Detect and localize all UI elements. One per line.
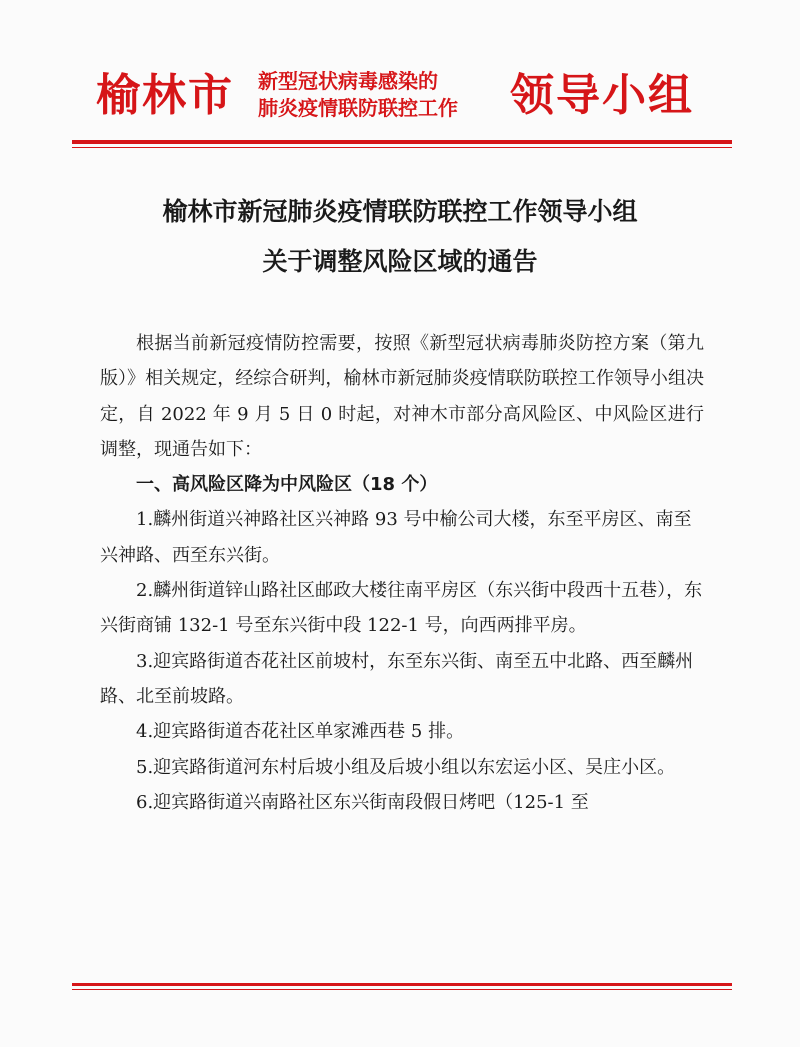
document-body bbox=[100, 326, 704, 820]
list-item: 2.麟州街道锌山路社区邮政大楼往南平房区（东兴街中段西十五巷），东兴街商铺 132-1 号至东兴街中段 122-1 号，向西两排平房。 bbox=[100, 580, 703, 637]
masthead-rule-thin bbox=[72, 147, 732, 148]
document-title-line1: 榆林市新冠肺炎疫情联防联控工作领导小组 bbox=[162, 197, 638, 226]
footer-rule-thin bbox=[72, 989, 732, 990]
masthead-middle-line1: 新型冠状病毒感染的 bbox=[258, 69, 438, 93]
document-title-line2: 关于调整风险区域的通告 bbox=[262, 247, 538, 276]
section-heading: 一、高风险区降为中风险区（18 个） bbox=[136, 474, 438, 496]
list-item: 6.迎宾路街道兴南路社区东兴街南段假日烤吧（125-1 至 bbox=[136, 791, 589, 813]
masthead-tail: 领导小组 bbox=[510, 70, 694, 121]
masthead-middle bbox=[258, 68, 506, 122]
masthead-middle-line2: 肺炎疫情联防联控工作 bbox=[258, 96, 458, 120]
intro-paragraph: 根据当前新冠疫情防控需要，按照《新型冠状病毒肺炎防控方案（第九版）》相关规定，经综合研判，榆林市新冠肺炎疫情联防联控工作领导小组决定，自 2022 年 9 月 5 日 0 时起，对神木市部分高风险区、中风险区进行调整，现通告如下： bbox=[100, 333, 704, 460]
masthead-rule-thick bbox=[72, 140, 732, 144]
masthead bbox=[90, 66, 710, 128]
list-item: 4.迎宾路街道杏花社区单家滩西巷 5 排。 bbox=[136, 721, 465, 743]
masthead-city: 榆林市 bbox=[96, 70, 234, 121]
footer-rule-thick bbox=[72, 983, 732, 986]
list-item: 3.迎宾路街道杏花社区前坡村，东至东兴街、南至五中北路、西至麟州路、北至前坡路。 bbox=[100, 650, 694, 707]
list-item: 5.迎宾路街道河东村后坡小组及后坡小组以东宏运小区、吴庄小区。 bbox=[136, 756, 676, 778]
list-item: 1.麟州街道兴神路社区兴神路 93 号中榆公司大楼，东至平房区、南至兴神路、西至东兴街。 bbox=[100, 509, 692, 566]
